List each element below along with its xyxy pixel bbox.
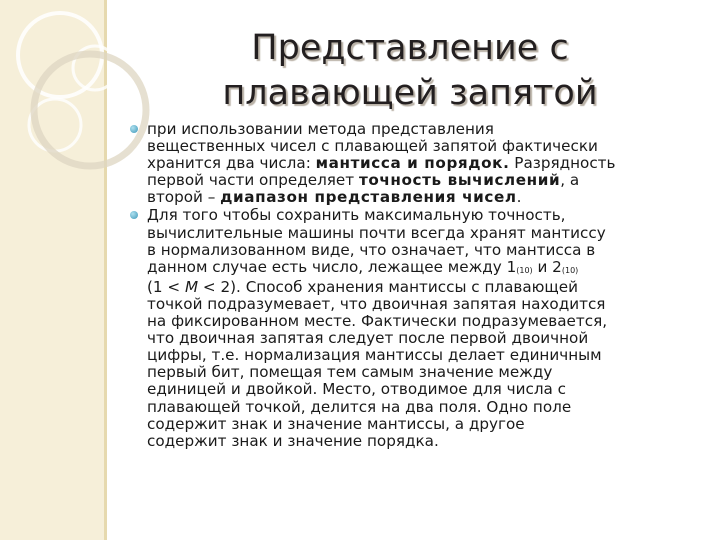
- text-line: содержит знак и значение порядка.: [147, 431, 439, 450]
- text-fragment: .: [516, 188, 522, 207]
- bullet-dot-icon: [130, 211, 138, 219]
- text-fragment: Разрядность: [509, 154, 616, 173]
- bold-term-mantissa-order: мантисса и порядок.: [315, 154, 510, 173]
- bold-term-range: диапазон представления чисел: [220, 188, 517, 207]
- bullet-item-2: [130, 207, 700, 449]
- text-fragment: второй –: [147, 188, 221, 207]
- title-line-2: плавающей запятой: [222, 73, 598, 113]
- text-line: в нормализованном виде, что означает, что мантисса в: [147, 240, 596, 259]
- text-line: [147, 259, 700, 279]
- text-fragment: хранится два числа:: [147, 154, 316, 173]
- text-line: плавающей точкой, делится на два поля. Одно поле: [147, 397, 572, 416]
- text-line: точкой подразумевает, что двоичная запятая находится: [147, 294, 606, 313]
- text-line: единицей и двойкой. Место, отводимое для числа с: [147, 380, 567, 399]
- bullet-item-1: [130, 121, 700, 206]
- text-line: содержит знак и значение мантиссы, а другое: [147, 414, 525, 433]
- text-fragment: данном случае есть число, лежащее между 1: [147, 257, 517, 276]
- text-line: первый бит, помещая тем самым значение между: [147, 363, 553, 382]
- text-fragment: < 2). Способ хранения мантиссы с плавающей: [198, 277, 578, 296]
- text-line: на фиксированном месте. Фактически подразумевается,: [147, 312, 608, 331]
- math-variable: M: [184, 277, 199, 296]
- text-line: при использовании метода представления: [147, 120, 494, 138]
- text-line: вещественных чисел с плавающей запятой фактически: [147, 137, 598, 156]
- bold-term-precision: точность вычислений: [358, 171, 561, 190]
- text-fragment: , а: [560, 171, 580, 190]
- slide-title: [120, 26, 700, 116]
- text-fragment: (1 <: [147, 277, 185, 296]
- text-line: вычислительные машины почти всегда хранят мантиссу: [147, 223, 606, 242]
- text-fragment: и 2: [532, 257, 562, 276]
- text-line: [147, 189, 700, 206]
- bullet-dot-icon: [130, 125, 138, 133]
- text-line: что двоичная запятая следует после первой двоичной: [147, 329, 589, 348]
- text-line: [147, 155, 700, 172]
- title-line-1: Представление с: [251, 28, 569, 68]
- bullet-list: [130, 121, 700, 451]
- subscript-base: (10): [561, 265, 579, 275]
- text-fragment: первой части определяет: [147, 171, 359, 190]
- text-line: цифры, т.е. нормализация мантиссы делает единичным: [147, 346, 602, 365]
- text-line: Для того чтобы сохранить максимальную точность,: [147, 206, 566, 225]
- text-line: [147, 172, 700, 189]
- text-line: [147, 279, 700, 296]
- subscript-base: (10): [516, 265, 533, 275]
